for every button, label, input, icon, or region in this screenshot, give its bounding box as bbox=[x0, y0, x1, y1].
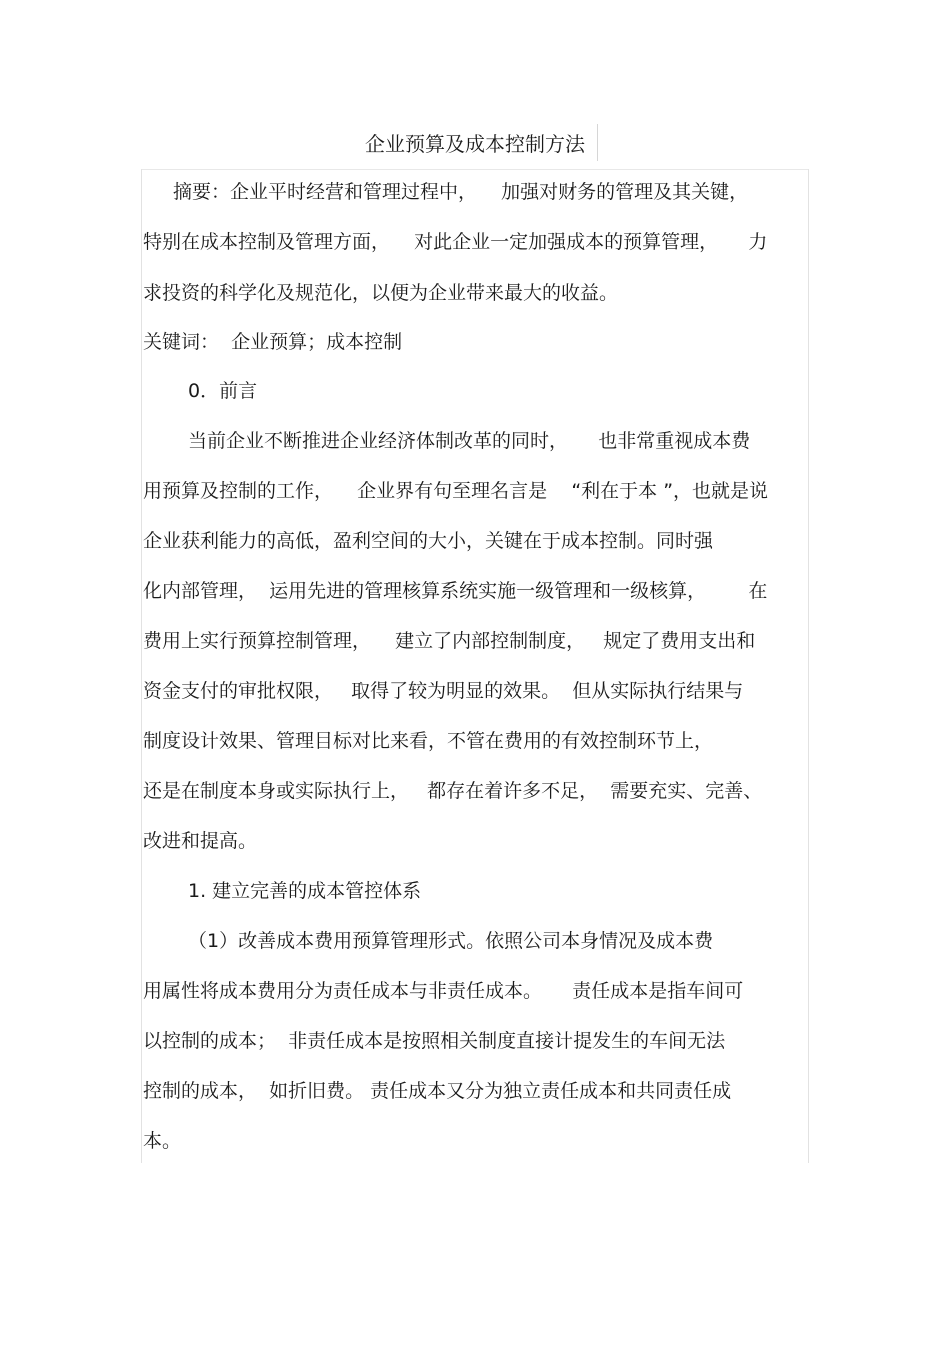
body-line: 改进和提高。 bbox=[143, 830, 258, 852]
body-line: 还是在制度本身或实际执行上， 都存在着许多不足， 需要充实、完善、 bbox=[143, 780, 763, 802]
body-line: 化内部管理， 运用先进的管理核算系统实施一级管理和一级核算， 在 bbox=[143, 580, 768, 602]
body-line: 资金支付的审批权限， 取得了较为明显的效果。 但从实际执行结果与 bbox=[143, 680, 744, 702]
abstract-line: 摘要：企业平时经营和管理过程中， 加强对财务的管理及其关键， bbox=[173, 181, 749, 203]
page-title: 企业预算及成本控制方法 bbox=[365, 132, 585, 156]
body-line: 控制的成本， 如折旧费。 责任成本又分为独立责任成本和共同责任成 bbox=[143, 1080, 732, 1102]
abstract-line: 求投资的科学化及规范化，以便为企业带来最大的收益。 bbox=[143, 282, 619, 304]
body-line: 当前企业不断推进企业经济体制改革的同时， 也非常重视成本费 bbox=[188, 430, 751, 452]
title-divider bbox=[597, 124, 598, 161]
body-line: 用预算及控制的工作， 企业界有句至理名言是 “利在于本 ”，也就是说 bbox=[143, 480, 769, 502]
content-frame-left bbox=[141, 169, 142, 1163]
body-line: （1）改善成本费用预算管理形式。依照公司本身情况及成本费 bbox=[188, 930, 714, 952]
section-heading: 1. 建立完善的成本管控体系 bbox=[188, 880, 422, 902]
body-line: 用属性将成本费用分为责任成本与非责任成本。 责任成本是指车间可 bbox=[143, 980, 744, 1002]
keywords-line: 关键词： 企业预算；成本控制 bbox=[143, 331, 403, 353]
section-heading: 0．前言 bbox=[188, 380, 258, 402]
body-line: 企业获利能力的高低，盈利空间的大小，关键在于成本控制。同时强 bbox=[143, 530, 714, 552]
body-line: 费用上实行预算控制管理， 建立了内部控制制度， 规定了费用支出和 bbox=[143, 630, 756, 652]
content-frame-top bbox=[141, 169, 809, 170]
abstract-line: 特别在成本控制及管理方面， 对此企业一定加强成本的预算管理， 力 bbox=[143, 231, 768, 253]
body-line: 以控制的成本； 非责任成本是按照相关制度直接计提发生的车间无法 bbox=[143, 1030, 726, 1052]
content-frame-right bbox=[808, 169, 809, 1163]
body-line: 本。 bbox=[143, 1130, 182, 1152]
body-line: 制度设计效果、管理目标对比来看，不管在费用的有效控制环节上， bbox=[143, 730, 714, 752]
